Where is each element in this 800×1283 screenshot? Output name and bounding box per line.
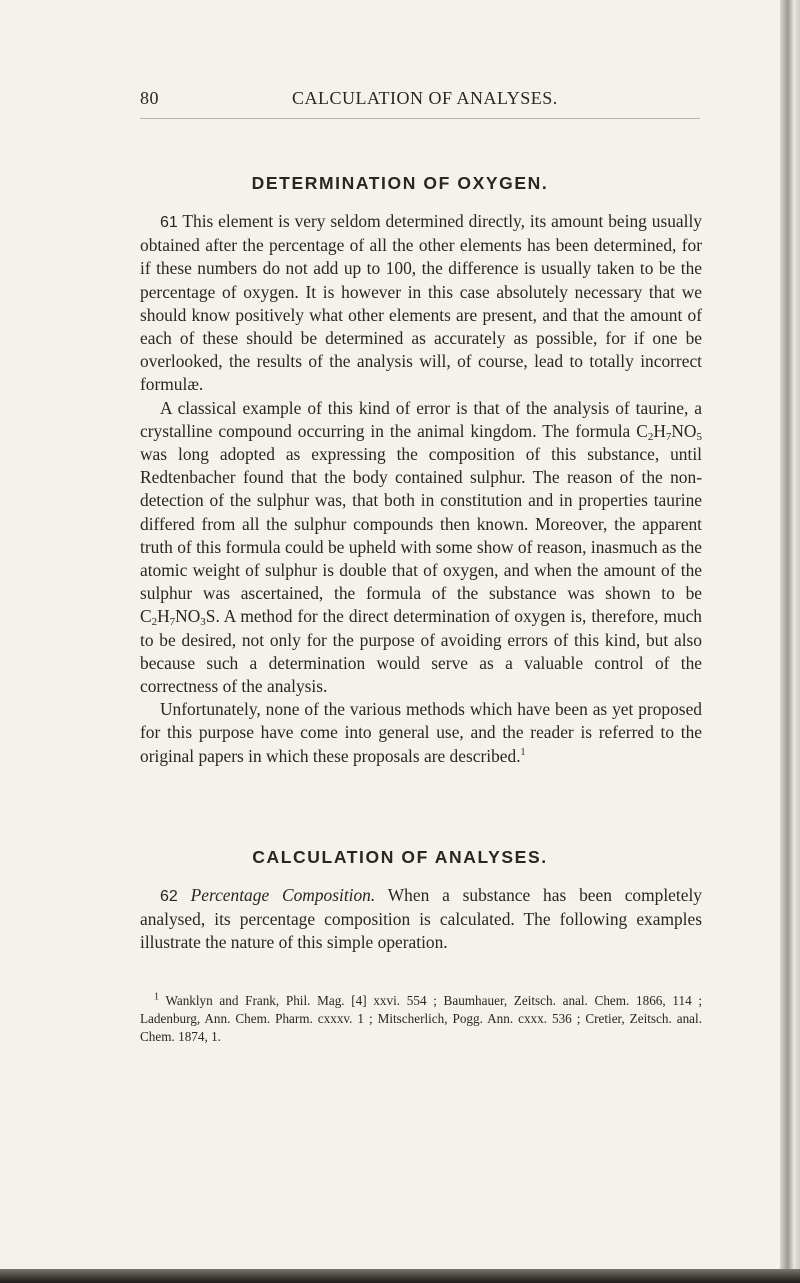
page-number: 80 [140, 88, 159, 108]
paragraph-62-text: When a substance has been completely analysed, its percentage composition is calculated. The following examples illustrate the nature of this simple operation. [140, 885, 702, 953]
paragraph-number-62: 62 [160, 888, 178, 905]
paragraph-61 [140, 210, 702, 397]
header-rule [140, 118, 700, 119]
section-body-oxygen [140, 210, 702, 768]
footnote-reference: 1 [520, 746, 526, 758]
footnote [140, 992, 702, 1046]
running-head-title: CALCULATION OF ANALYSES. [292, 88, 558, 108]
section-heading-oxygen: DETERMINATION OF OXYGEN. [251, 173, 549, 193]
section-body-calculation [140, 884, 702, 955]
paragraph-number-61: 61 [160, 214, 178, 231]
footnote-text: Wanklyn and Frank, Phil. Mag. [4] xxvi. 554 ; Baumhauer, Zeitsch. anal. Chem. 1866, 114 ; Ladenburg, Ann. Chem. Pharm. cxxxv. 1 ; Mitscherlich, Pogg. Ann. cxxx. 536 ; Cretier, Zeitsch. anal. Chem. 1874, 1. [140, 993, 703, 1044]
paragraph-61-text: This element is very seldom determined directly, its amount being usually obtained after the percentage of all the other elements has been determined, for if these numbers do not add up to 100, the difference is usually taken to be the percentage of oxygen. It is however in this case absolutely necessary that we should know positively what other elements are present, and that the amount of each of these should be determined as accurately as possible, for if one be overlooked, the results of the analysis will, of course, lead to totally incorrect formulæ. [140, 211, 702, 395]
footnote-marker: 1 [154, 991, 159, 1003]
paragraph-62 [140, 884, 702, 955]
page-bottom-shadow [0, 1269, 800, 1283]
paragraph-taurine: A classical example of this kind of error is that of the analysis of taurine, a crystalline compound occurring in the animal kingdom. The formula $C_2H_7NO_5$ was long adopted as expressing the composition of this substance, until Redtenbacher found that the body contained sulphur. The reason of the non-detection of the sulphur was, that both in constitution and in properties taurine differed from all the sulphur compounds then known. Moreover, the apparent truth of this formula could be upheld with some show of reason, inasmuch as the atomic weight of sulphur is double that of oxygen, and when the amount of the sulphur was ascertained, the formula of the substance was shown to be $C_2H_7NO_3S$. A method for the direct determination of oxygen is, therefore, much to be desired, not only for the purpose of avoiding errors of this kind, but also because such a determination would serve as a valuable control of the correctness of the analysis. [140, 397, 702, 697]
paragraph-62-title: Percentage Composition. [190, 885, 376, 905]
paragraph-unfortunately: Unfortunately, none of the various methods which have been as yet proposed for this purpose have come into general use, and the reader is referred to the original papers in which these proposals are described.$^1$ [140, 699, 702, 766]
section-heading-calculation: CALCULATION OF ANALYSES. [252, 847, 548, 867]
